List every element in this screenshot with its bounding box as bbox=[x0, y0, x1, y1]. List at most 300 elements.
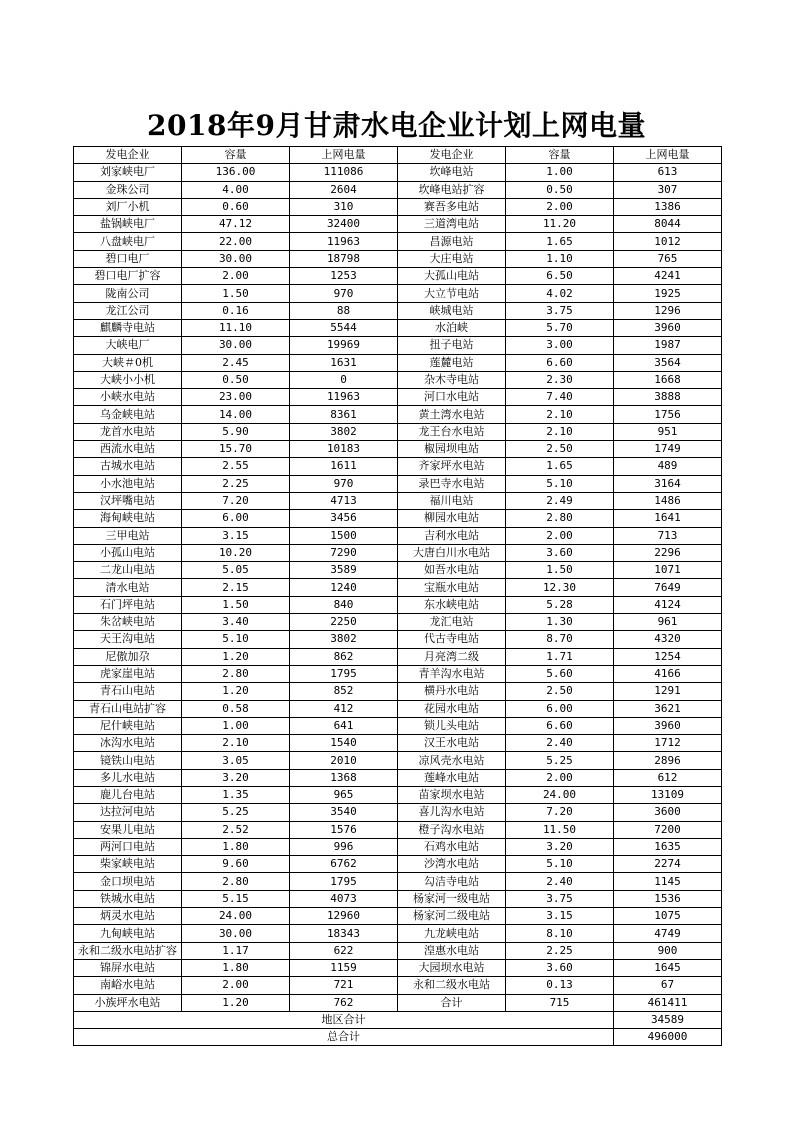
table-row bbox=[74, 821, 722, 838]
cell-capacity-right: 5.28 bbox=[506, 596, 614, 613]
cell-company-left: 金珠公司 bbox=[74, 181, 182, 198]
cell-energy-left: 11963 bbox=[290, 389, 398, 406]
cell-capacity-left: 1.20 bbox=[182, 648, 290, 665]
cell-capacity-left: 2.45 bbox=[182, 354, 290, 371]
cell-energy-left: 4073 bbox=[290, 890, 398, 907]
cell-capacity-left: 2.00 bbox=[182, 268, 290, 285]
cell-capacity-right: 6.00 bbox=[506, 700, 614, 717]
cell-capacity-right: 2.80 bbox=[506, 510, 614, 527]
cell-company-right: 代古寺电站 bbox=[398, 631, 506, 648]
cell-capacity-right: 2.40 bbox=[506, 873, 614, 890]
cell-energy-right: 1668 bbox=[614, 371, 722, 388]
cell-company-left: 两河口电站 bbox=[74, 838, 182, 855]
cell-energy-right: 4320 bbox=[614, 631, 722, 648]
cell-capacity-left: 5.25 bbox=[182, 804, 290, 821]
cell-energy-right: 1386 bbox=[614, 198, 722, 215]
cell-company-right: 东水峡电站 bbox=[398, 596, 506, 613]
cell-capacity-right: 6.50 bbox=[506, 268, 614, 285]
cell-company-left: 青石山电站扩容 bbox=[74, 700, 182, 717]
cell-energy-right: 2274 bbox=[614, 856, 722, 873]
cell-company-right: 大唐白川水电站 bbox=[398, 544, 506, 561]
cell-capacity-left: 3.15 bbox=[182, 527, 290, 544]
cell-energy-right: 461411 bbox=[614, 994, 722, 1011]
cell-energy-left: 18343 bbox=[290, 925, 398, 942]
cell-energy-left: 1795 bbox=[290, 873, 398, 890]
cell-capacity-left: 0.60 bbox=[182, 198, 290, 215]
cell-energy-right: 2296 bbox=[614, 544, 722, 561]
table-row bbox=[74, 285, 722, 302]
cell-company-right: 莲峰水电站 bbox=[398, 769, 506, 786]
cell-company-right: 昌源电站 bbox=[398, 233, 506, 250]
cell-company-right: 水泊峡 bbox=[398, 319, 506, 336]
cell-capacity-right: 5.60 bbox=[506, 665, 614, 682]
table-row bbox=[74, 319, 722, 336]
cell-capacity-right: 7.40 bbox=[506, 389, 614, 406]
cell-energy-right: 1071 bbox=[614, 562, 722, 579]
cell-capacity-right: 3.15 bbox=[506, 908, 614, 925]
cell-capacity-left: 10.20 bbox=[182, 544, 290, 561]
table-row bbox=[74, 354, 722, 371]
cell-energy-right: 1012 bbox=[614, 233, 722, 250]
cell-energy-right: 1635 bbox=[614, 838, 722, 855]
cell-energy-left: 19969 bbox=[290, 337, 398, 354]
cell-company-right: 杂木寺电站 bbox=[398, 371, 506, 388]
cell-company-left: 永和二级水电站扩容 bbox=[74, 942, 182, 959]
cell-capacity-left: 6.00 bbox=[182, 510, 290, 527]
table-row bbox=[74, 614, 722, 631]
cell-energy-left: 5544 bbox=[290, 319, 398, 336]
cell-capacity-right: 2.50 bbox=[506, 441, 614, 458]
cell-capacity-left: 14.00 bbox=[182, 406, 290, 423]
cell-company-right: 坎峰电站扩容 bbox=[398, 181, 506, 198]
cell-capacity-right: 2.00 bbox=[506, 769, 614, 786]
cell-energy-left: 2250 bbox=[290, 614, 398, 631]
cell-company-left: 石门坪电站 bbox=[74, 596, 182, 613]
cell-company-left: 炳灵水电站 bbox=[74, 908, 182, 925]
cell-company-left: 刘家峡电厂 bbox=[74, 164, 182, 181]
cell-company-right: 莲麓电站 bbox=[398, 354, 506, 371]
table-row bbox=[74, 302, 722, 319]
cell-capacity-right: 3.60 bbox=[506, 544, 614, 561]
table-row bbox=[74, 925, 722, 942]
cell-energy-right: 4166 bbox=[614, 665, 722, 682]
cell-energy-left: 4713 bbox=[290, 492, 398, 509]
cell-energy-right: 1254 bbox=[614, 648, 722, 665]
cell-capacity-right: 1.10 bbox=[506, 250, 614, 267]
table-row bbox=[74, 492, 722, 509]
cell-company-right: 峡城电站 bbox=[398, 302, 506, 319]
cell-capacity-right: 24.00 bbox=[506, 786, 614, 803]
table-row bbox=[74, 700, 722, 717]
table-row bbox=[74, 579, 722, 596]
header-cell-capacity-right: 容量 bbox=[506, 147, 614, 164]
cell-capacity-left: 11.10 bbox=[182, 319, 290, 336]
cell-energy-left: 1368 bbox=[290, 769, 398, 786]
cell-company-right: 扭子电站 bbox=[398, 337, 506, 354]
cell-energy-right: 3960 bbox=[614, 319, 722, 336]
cell-company-right: 三道湾电站 bbox=[398, 216, 506, 233]
cell-capacity-right: 2.30 bbox=[506, 371, 614, 388]
cell-company-left: 多儿水电站 bbox=[74, 769, 182, 786]
table-header-row bbox=[74, 147, 722, 164]
cell-capacity-left: 22.00 bbox=[182, 233, 290, 250]
cell-capacity-right: 1.00 bbox=[506, 164, 614, 181]
cell-energy-right: 307 bbox=[614, 181, 722, 198]
cell-company-left: 刘厂小机 bbox=[74, 198, 182, 215]
cell-capacity-left: 1.17 bbox=[182, 942, 290, 959]
cell-company-right: 坎峰电站 bbox=[398, 164, 506, 181]
cell-energy-left: 641 bbox=[290, 717, 398, 734]
header-cell-company-right: 发电企业 bbox=[398, 147, 506, 164]
table-row bbox=[74, 423, 722, 440]
cell-company-right: 大庄电站 bbox=[398, 250, 506, 267]
cell-company-right: 九龙峡电站 bbox=[398, 925, 506, 942]
cell-capacity-left: 5.05 bbox=[182, 562, 290, 579]
cell-energy-left: 310 bbox=[290, 198, 398, 215]
cell-energy-left: 965 bbox=[290, 786, 398, 803]
cell-energy-right: 3960 bbox=[614, 717, 722, 734]
cell-capacity-right: 2.00 bbox=[506, 527, 614, 544]
cell-company-right: 吉利水电站 bbox=[398, 527, 506, 544]
cell-capacity-left: 9.60 bbox=[182, 856, 290, 873]
cell-capacity-right: 6.60 bbox=[506, 354, 614, 371]
table-row bbox=[74, 873, 722, 890]
table-row bbox=[74, 527, 722, 544]
cell-energy-right: 4241 bbox=[614, 268, 722, 285]
cell-company-right: 赛吾多电站 bbox=[398, 198, 506, 215]
cell-energy-left: 10183 bbox=[290, 441, 398, 458]
table-row bbox=[74, 164, 722, 181]
cell-energy-left: 8361 bbox=[290, 406, 398, 423]
cell-capacity-right: 2.49 bbox=[506, 492, 614, 509]
cell-energy-right: 613 bbox=[614, 164, 722, 181]
table-row bbox=[74, 665, 722, 682]
cell-company-right: 橙子沟水电站 bbox=[398, 821, 506, 838]
cell-energy-left: 1576 bbox=[290, 821, 398, 838]
cell-energy-left: 1611 bbox=[290, 458, 398, 475]
cell-company-left: 麒麟寺电站 bbox=[74, 319, 182, 336]
cell-capacity-left: 2.00 bbox=[182, 977, 290, 994]
cell-energy-left: 2604 bbox=[290, 181, 398, 198]
cell-energy-left: 7290 bbox=[290, 544, 398, 561]
cell-energy-left: 18798 bbox=[290, 250, 398, 267]
cell-capacity-right: 3.20 bbox=[506, 838, 614, 855]
cell-capacity-right: 11.50 bbox=[506, 821, 614, 838]
table-row bbox=[74, 735, 722, 752]
header-cell-company-left: 发电企业 bbox=[74, 147, 182, 164]
cell-company-left: 达拉河电站 bbox=[74, 804, 182, 821]
cell-capacity-left: 2.52 bbox=[182, 821, 290, 838]
cell-energy-right: 951 bbox=[614, 423, 722, 440]
cell-company-left: 清水电站 bbox=[74, 579, 182, 596]
cell-capacity-left: 0.58 bbox=[182, 700, 290, 717]
cell-company-right: 柳园水电站 bbox=[398, 510, 506, 527]
cell-capacity-right: 8.70 bbox=[506, 631, 614, 648]
cell-company-right: 宝瓶水电站 bbox=[398, 579, 506, 596]
cell-company-left: 南峪水电站 bbox=[74, 977, 182, 994]
cell-capacity-right: 715 bbox=[506, 994, 614, 1011]
cell-company-right: 月亮湾二级 bbox=[398, 648, 506, 665]
cell-energy-right: 1536 bbox=[614, 890, 722, 907]
cell-company-right: 锁儿头电站 bbox=[398, 717, 506, 734]
cell-energy-left: 970 bbox=[290, 285, 398, 302]
table-row bbox=[74, 631, 722, 648]
cell-capacity-left: 1.20 bbox=[182, 683, 290, 700]
cell-capacity-left: 1.00 bbox=[182, 717, 290, 734]
cell-capacity-right: 11.20 bbox=[506, 216, 614, 233]
cell-company-left: 二龙山电站 bbox=[74, 562, 182, 579]
cell-capacity-right: 3.00 bbox=[506, 337, 614, 354]
cell-company-left: 盐锅峡电厂 bbox=[74, 216, 182, 233]
cell-energy-left: 111086 bbox=[290, 164, 398, 181]
cell-company-right: 勾洁寺电站 bbox=[398, 873, 506, 890]
cell-company-left: 金口坝电站 bbox=[74, 873, 182, 890]
table-row bbox=[74, 890, 722, 907]
table-row bbox=[74, 769, 722, 786]
cell-company-right: 汉王水电站 bbox=[398, 735, 506, 752]
footer-label: 地区合计 bbox=[74, 1011, 614, 1028]
cell-energy-left: 1240 bbox=[290, 579, 398, 596]
cell-company-left: 龙江公司 bbox=[74, 302, 182, 319]
cell-company-left: 碧口电厂 bbox=[74, 250, 182, 267]
cell-capacity-left: 2.80 bbox=[182, 873, 290, 890]
table-row bbox=[74, 216, 722, 233]
cell-capacity-left: 0.16 bbox=[182, 302, 290, 319]
cell-energy-left: 12960 bbox=[290, 908, 398, 925]
cell-capacity-left: 1.80 bbox=[182, 838, 290, 855]
cell-capacity-right: 1.50 bbox=[506, 562, 614, 579]
table-row bbox=[74, 406, 722, 423]
cell-company-left: 三甲电站 bbox=[74, 527, 182, 544]
cell-company-right: 喜儿沟水电站 bbox=[398, 804, 506, 821]
cell-energy-left: 3540 bbox=[290, 804, 398, 821]
cell-company-left: 天王沟电站 bbox=[74, 631, 182, 648]
cell-energy-right: 7649 bbox=[614, 579, 722, 596]
cell-company-left: 尼傲加尕 bbox=[74, 648, 182, 665]
header-cell-energy-left: 上网电量 bbox=[290, 147, 398, 164]
cell-energy-right: 1749 bbox=[614, 441, 722, 458]
cell-energy-right: 1712 bbox=[614, 735, 722, 752]
cell-capacity-left: 4.00 bbox=[182, 181, 290, 198]
cell-energy-left: 862 bbox=[290, 648, 398, 665]
cell-company-right: 永和二级水电站 bbox=[398, 977, 506, 994]
cell-company-left: 碧口电厂扩容 bbox=[74, 268, 182, 285]
cell-company-left: 陇南公司 bbox=[74, 285, 182, 302]
cell-capacity-left: 2.10 bbox=[182, 735, 290, 752]
cell-energy-left: 32400 bbox=[290, 216, 398, 233]
cell-company-right: 杨家河二级电站 bbox=[398, 908, 506, 925]
cell-energy-right: 765 bbox=[614, 250, 722, 267]
cell-energy-left: 622 bbox=[290, 942, 398, 959]
cell-company-right: 石鸡水电站 bbox=[398, 838, 506, 855]
page-title: 2018年9月甘肃水电企业计划上网电量 bbox=[147, 109, 646, 142]
cell-capacity-left: 0.50 bbox=[182, 371, 290, 388]
table-row bbox=[74, 908, 722, 925]
cell-company-left: 古城水电站 bbox=[74, 458, 182, 475]
cell-company-left: 安果儿电站 bbox=[74, 821, 182, 838]
cell-company-right: 如吾水电站 bbox=[398, 562, 506, 579]
cell-energy-left: 3456 bbox=[290, 510, 398, 527]
cell-company-right: 合计 bbox=[398, 994, 506, 1011]
cell-capacity-left: 5.10 bbox=[182, 631, 290, 648]
cell-energy-left: 412 bbox=[290, 700, 398, 717]
cell-capacity-left: 2.15 bbox=[182, 579, 290, 596]
header-cell-energy-right: 上网电量 bbox=[614, 147, 722, 164]
table-row bbox=[74, 475, 722, 492]
cell-capacity-right: 8.10 bbox=[506, 925, 614, 942]
cell-energy-right: 1291 bbox=[614, 683, 722, 700]
cell-capacity-left: 2.55 bbox=[182, 458, 290, 475]
cell-company-right: 河口水电站 bbox=[398, 389, 506, 406]
table-footer-row bbox=[74, 1029, 722, 1046]
cell-energy-right: 3621 bbox=[614, 700, 722, 717]
table-row bbox=[74, 458, 722, 475]
cell-capacity-right: 4.02 bbox=[506, 285, 614, 302]
cell-capacity-right: 1.71 bbox=[506, 648, 614, 665]
cell-energy-left: 970 bbox=[290, 475, 398, 492]
cell-energy-right: 489 bbox=[614, 458, 722, 475]
cell-energy-right: 3600 bbox=[614, 804, 722, 821]
cell-company-right: 凉风壳水电站 bbox=[398, 752, 506, 769]
cell-capacity-right: 5.25 bbox=[506, 752, 614, 769]
table-row bbox=[74, 717, 722, 734]
cell-company-right: 横丹水电站 bbox=[398, 683, 506, 700]
cell-company-left: 柴家峡电站 bbox=[74, 856, 182, 873]
cell-energy-right: 3888 bbox=[614, 389, 722, 406]
cell-energy-left: 6762 bbox=[290, 856, 398, 873]
cell-energy-right: 1296 bbox=[614, 302, 722, 319]
cell-company-left: 大峡小小机 bbox=[74, 371, 182, 388]
cell-company-left: 小水池电站 bbox=[74, 475, 182, 492]
cell-energy-left: 88 bbox=[290, 302, 398, 319]
table-row bbox=[74, 562, 722, 579]
cell-capacity-right: 0.50 bbox=[506, 181, 614, 198]
cell-energy-right: 1145 bbox=[614, 873, 722, 890]
cell-company-right: 黄土湾水电站 bbox=[398, 406, 506, 423]
table-row bbox=[74, 337, 722, 354]
cell-capacity-left: 1.35 bbox=[182, 786, 290, 803]
cell-capacity-left: 1.50 bbox=[182, 596, 290, 613]
footer-label: 总合计 bbox=[74, 1029, 614, 1046]
cell-capacity-left: 23.00 bbox=[182, 389, 290, 406]
cell-company-left: 鹿儿台电站 bbox=[74, 786, 182, 803]
cell-energy-left: 2010 bbox=[290, 752, 398, 769]
cell-company-left: 汉坪嘴电站 bbox=[74, 492, 182, 509]
cell-capacity-right: 2.10 bbox=[506, 423, 614, 440]
cell-company-right: 杨家河一级电站 bbox=[398, 890, 506, 907]
cell-energy-left: 3802 bbox=[290, 631, 398, 648]
cell-capacity-left: 30.00 bbox=[182, 925, 290, 942]
cell-energy-right: 961 bbox=[614, 614, 722, 631]
cell-energy-right: 7200 bbox=[614, 821, 722, 838]
cell-company-left: 龙首水电站 bbox=[74, 423, 182, 440]
cell-capacity-left: 3.40 bbox=[182, 614, 290, 631]
header-cell-capacity-left: 容量 bbox=[182, 147, 290, 164]
cell-company-left: 小族坪水电站 bbox=[74, 994, 182, 1011]
cell-capacity-left: 24.00 bbox=[182, 908, 290, 925]
cell-capacity-right: 3.75 bbox=[506, 890, 614, 907]
cell-energy-left: 1795 bbox=[290, 665, 398, 682]
table-row bbox=[74, 994, 722, 1011]
cell-energy-left: 1500 bbox=[290, 527, 398, 544]
cell-company-right: 录巴寺水电站 bbox=[398, 475, 506, 492]
cell-energy-left: 3589 bbox=[290, 562, 398, 579]
table-row bbox=[74, 838, 722, 855]
cell-energy-right: 3564 bbox=[614, 354, 722, 371]
cell-capacity-left: 1.80 bbox=[182, 959, 290, 976]
cell-company-right: 大孤山电站 bbox=[398, 268, 506, 285]
cell-company-left: 朱岔峡电站 bbox=[74, 614, 182, 631]
cell-energy-right: 1641 bbox=[614, 510, 722, 527]
table-row bbox=[74, 786, 722, 803]
cell-company-right: 椒园坝电站 bbox=[398, 441, 506, 458]
cell-energy-right: 900 bbox=[614, 942, 722, 959]
cell-capacity-right: 7.20 bbox=[506, 804, 614, 821]
table-row bbox=[74, 389, 722, 406]
cell-capacity-right: 5.10 bbox=[506, 856, 614, 873]
cell-company-left: 乌金峡电站 bbox=[74, 406, 182, 423]
cell-energy-right: 713 bbox=[614, 527, 722, 544]
cell-capacity-right: 12.30 bbox=[506, 579, 614, 596]
cell-company-right: 福川电站 bbox=[398, 492, 506, 509]
cell-company-left: 大峡电厂 bbox=[74, 337, 182, 354]
cell-energy-left: 0 bbox=[290, 371, 398, 388]
cell-capacity-right: 1.65 bbox=[506, 233, 614, 250]
cell-company-right: 龙王台水电站 bbox=[398, 423, 506, 440]
cell-energy-left: 1253 bbox=[290, 268, 398, 285]
cell-energy-left: 1631 bbox=[290, 354, 398, 371]
table-row bbox=[74, 371, 722, 388]
cell-energy-right: 3164 bbox=[614, 475, 722, 492]
cell-capacity-right: 1.30 bbox=[506, 614, 614, 631]
cell-capacity-right: 0.13 bbox=[506, 977, 614, 994]
footer-value: 496000 bbox=[614, 1029, 722, 1046]
cell-company-left: 海甸峡电站 bbox=[74, 510, 182, 527]
cell-capacity-right: 3.60 bbox=[506, 959, 614, 976]
table-row bbox=[74, 510, 722, 527]
cell-company-right: 大立节电站 bbox=[398, 285, 506, 302]
cell-company-left: 九甸峡电站 bbox=[74, 925, 182, 942]
cell-capacity-right: 3.75 bbox=[506, 302, 614, 319]
power-plan-table bbox=[73, 146, 722, 1046]
cell-capacity-left: 30.00 bbox=[182, 337, 290, 354]
cell-capacity-right: 1.65 bbox=[506, 458, 614, 475]
table-row bbox=[74, 233, 722, 250]
cell-capacity-right: 2.40 bbox=[506, 735, 614, 752]
table-row bbox=[74, 250, 722, 267]
cell-company-right: 龙汇电站 bbox=[398, 614, 506, 631]
cell-capacity-left: 2.25 bbox=[182, 475, 290, 492]
cell-company-left: 小峡水电站 bbox=[74, 389, 182, 406]
table-row bbox=[74, 198, 722, 215]
cell-energy-right: 8044 bbox=[614, 216, 722, 233]
cell-capacity-left: 5.90 bbox=[182, 423, 290, 440]
cell-capacity-right: 2.50 bbox=[506, 683, 614, 700]
table-row bbox=[74, 544, 722, 561]
cell-energy-left: 11963 bbox=[290, 233, 398, 250]
table-row bbox=[74, 804, 722, 821]
cell-company-right: 花园水电站 bbox=[398, 700, 506, 717]
cell-energy-right: 1486 bbox=[614, 492, 722, 509]
cell-energy-right: 4124 bbox=[614, 596, 722, 613]
cell-energy-left: 721 bbox=[290, 977, 398, 994]
cell-company-right: 齐家坪水电站 bbox=[398, 458, 506, 475]
cell-energy-left: 996 bbox=[290, 838, 398, 855]
cell-capacity-left: 47.12 bbox=[182, 216, 290, 233]
cell-capacity-left: 15.70 bbox=[182, 441, 290, 458]
cell-energy-left: 840 bbox=[290, 596, 398, 613]
cell-capacity-right: 2.00 bbox=[506, 198, 614, 215]
